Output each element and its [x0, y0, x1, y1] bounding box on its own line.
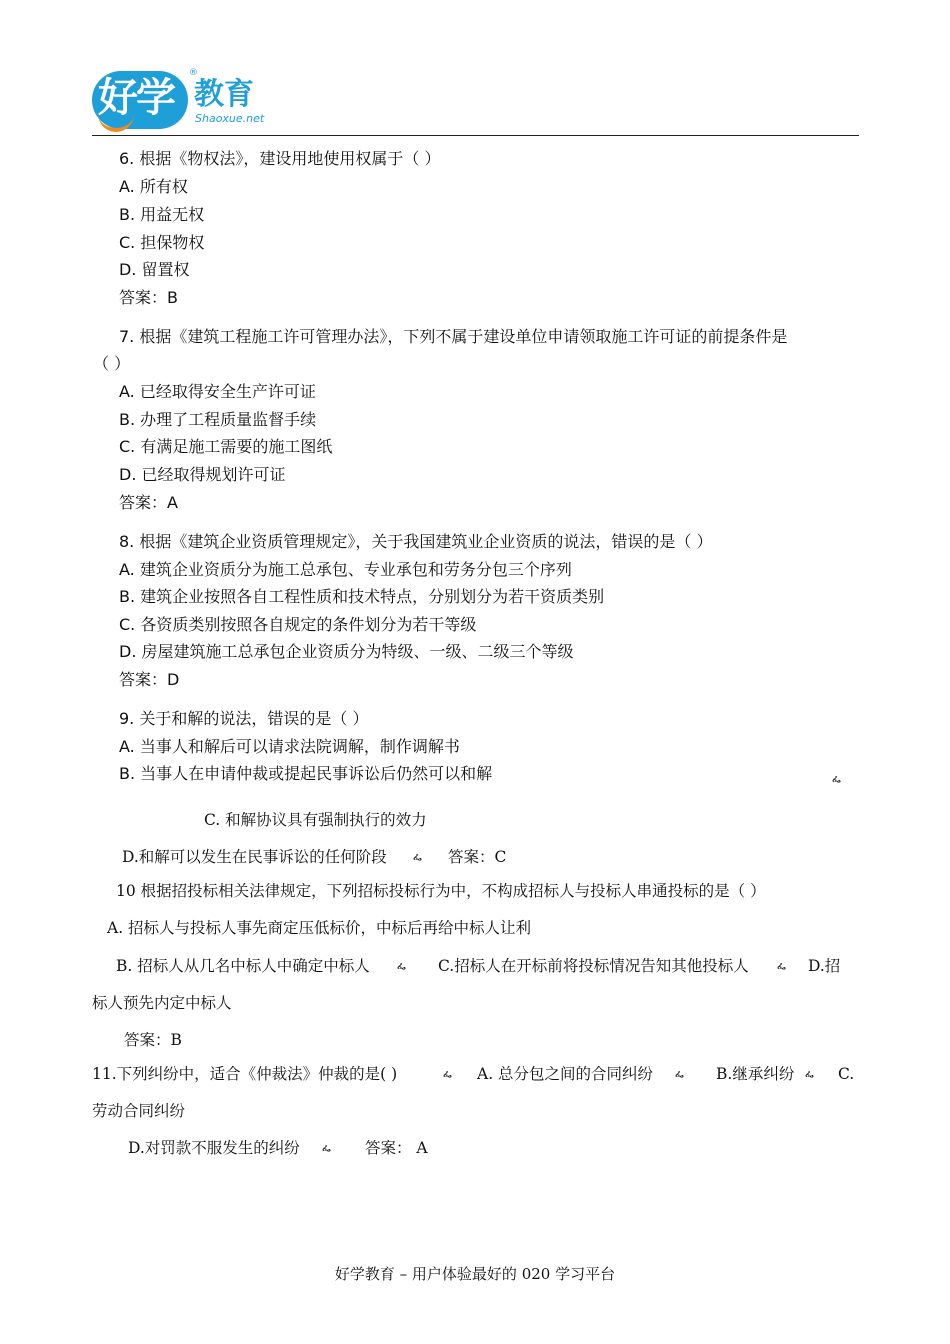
- q9-option-c: C. 和解协议具有强制执行的效力: [204, 811, 427, 829]
- q7-option-d: D. 已经取得规划许可证: [119, 465, 286, 484]
- q6-answer: 答案：B: [119, 288, 178, 307]
- q10-option-a: A. 招标人与投标人事先商定压低标价，中标后再给中标人让利: [107, 919, 532, 937]
- q7-option-b: B. 办理了工程质量监督手续: [119, 410, 317, 429]
- q7-answer: 答案：A: [119, 493, 178, 512]
- q10-option-b: B. 招标人从几名中标人中确定中标人: [116, 957, 370, 975]
- q10-option-c: C.招标人在开标前将投标情况告知其他投标人: [438, 957, 749, 975]
- q11-option-b: B.继承纠纷: [716, 1065, 795, 1083]
- logo-mark-text: 好学: [98, 75, 174, 121]
- q8-option-c: C. 各资质类别按照各自规定的条件划分为若干等级: [119, 615, 477, 634]
- q9-stem: 9. 关于和解的说法，错误的是（ ）: [119, 709, 369, 728]
- q7-stem-continued: （ ）: [93, 354, 131, 373]
- header-divider: [92, 135, 859, 136]
- logo-registered: ®: [189, 68, 198, 78]
- q11-option-c-start: C.: [838, 1065, 855, 1083]
- paragraph-mark-icon: ፌ: [805, 1069, 814, 1080]
- q6-stem: 6. 根据《物权法》，建设用地使用权属于（ ）: [119, 149, 441, 168]
- q11-answer: 答案： A: [365, 1139, 428, 1157]
- paragraph-mark-icon: ፌ: [832, 774, 841, 785]
- q6-option-b: B. 用益无权: [119, 205, 205, 224]
- paragraph-mark-icon: ፌ: [322, 1143, 331, 1154]
- q9-option-d: D.和解可以发生在民事诉讼的任何阶段: [122, 848, 387, 866]
- q8-option-a: A. 建筑企业资质分为施工总承包、专业承包和劳务分包三个序列: [119, 560, 572, 579]
- logo-domain: Shaoxue.net: [195, 112, 265, 125]
- q11-stem: 11.下列纠纷中，适合《仲裁法》仲裁的是( ): [92, 1065, 398, 1083]
- q10-answer: 答案：B: [124, 1031, 182, 1049]
- q11-option-d: D.对罚款不服发生的纠纷: [128, 1139, 300, 1157]
- logo: [92, 68, 272, 134]
- q6-option-d: D. 留置权: [119, 260, 190, 279]
- q11-option-c-end: 劳动合同纠纷: [92, 1102, 186, 1120]
- q9-answer: 答案：C: [448, 848, 507, 866]
- q6-option-c: C. 担保物权: [119, 233, 205, 252]
- paragraph-mark-icon: ፌ: [397, 961, 406, 972]
- q10-option-d-start: D.招: [808, 957, 841, 975]
- q9-option-b: B. 当事人在申请仲裁或提起民事诉讼后仍然可以和解: [119, 764, 493, 783]
- page-footer: 好学教育 – 用户体验最好的 020 学习平台: [334, 1265, 616, 1283]
- q7-option-c: C. 有满足施工需要的施工图纸: [119, 437, 333, 456]
- q11-option-a: A. 总分包之间的合同纠纷: [477, 1065, 654, 1083]
- paragraph-mark-icon: ፌ: [777, 961, 786, 972]
- q8-option-d: D. 房屋建筑施工总承包企业资质分为特级、一级、二级三个等级: [119, 642, 574, 661]
- q10-option-d-end: 标人预先内定中标人: [92, 994, 232, 1012]
- q8-answer: 答案：D: [119, 670, 180, 689]
- logo-name: 教育: [194, 77, 254, 112]
- q10-stem: 10 根据招投标相关法律规定，下列招标投标行为中，不构成招标人与投标人串通投标的是（ ）: [116, 882, 766, 900]
- q8-option-b: B. 建筑企业按照各自工程性质和技术特点，分别划分为若干资质类别: [119, 587, 605, 606]
- q8-stem: 8. 根据《建筑企业资质管理规定》，关于我国建筑业企业资质的说法，错误的是（ ）: [119, 532, 713, 551]
- paragraph-mark-icon: ፌ: [443, 1069, 452, 1080]
- q6-option-a: A. 所有权: [119, 177, 188, 196]
- q7-stem: 7. 根据《建筑工程施工许可管理办法》，下列不属于建设单位申请领取施工许可证的前提条件是: [119, 327, 788, 346]
- q7-option-a: A. 已经取得安全生产许可证: [119, 382, 316, 401]
- paragraph-mark-icon: ፌ: [413, 852, 422, 863]
- q9-option-a: A. 当事人和解后可以请求法院调解，制作调解书: [119, 737, 460, 756]
- paragraph-mark-icon: ፌ: [675, 1069, 684, 1080]
